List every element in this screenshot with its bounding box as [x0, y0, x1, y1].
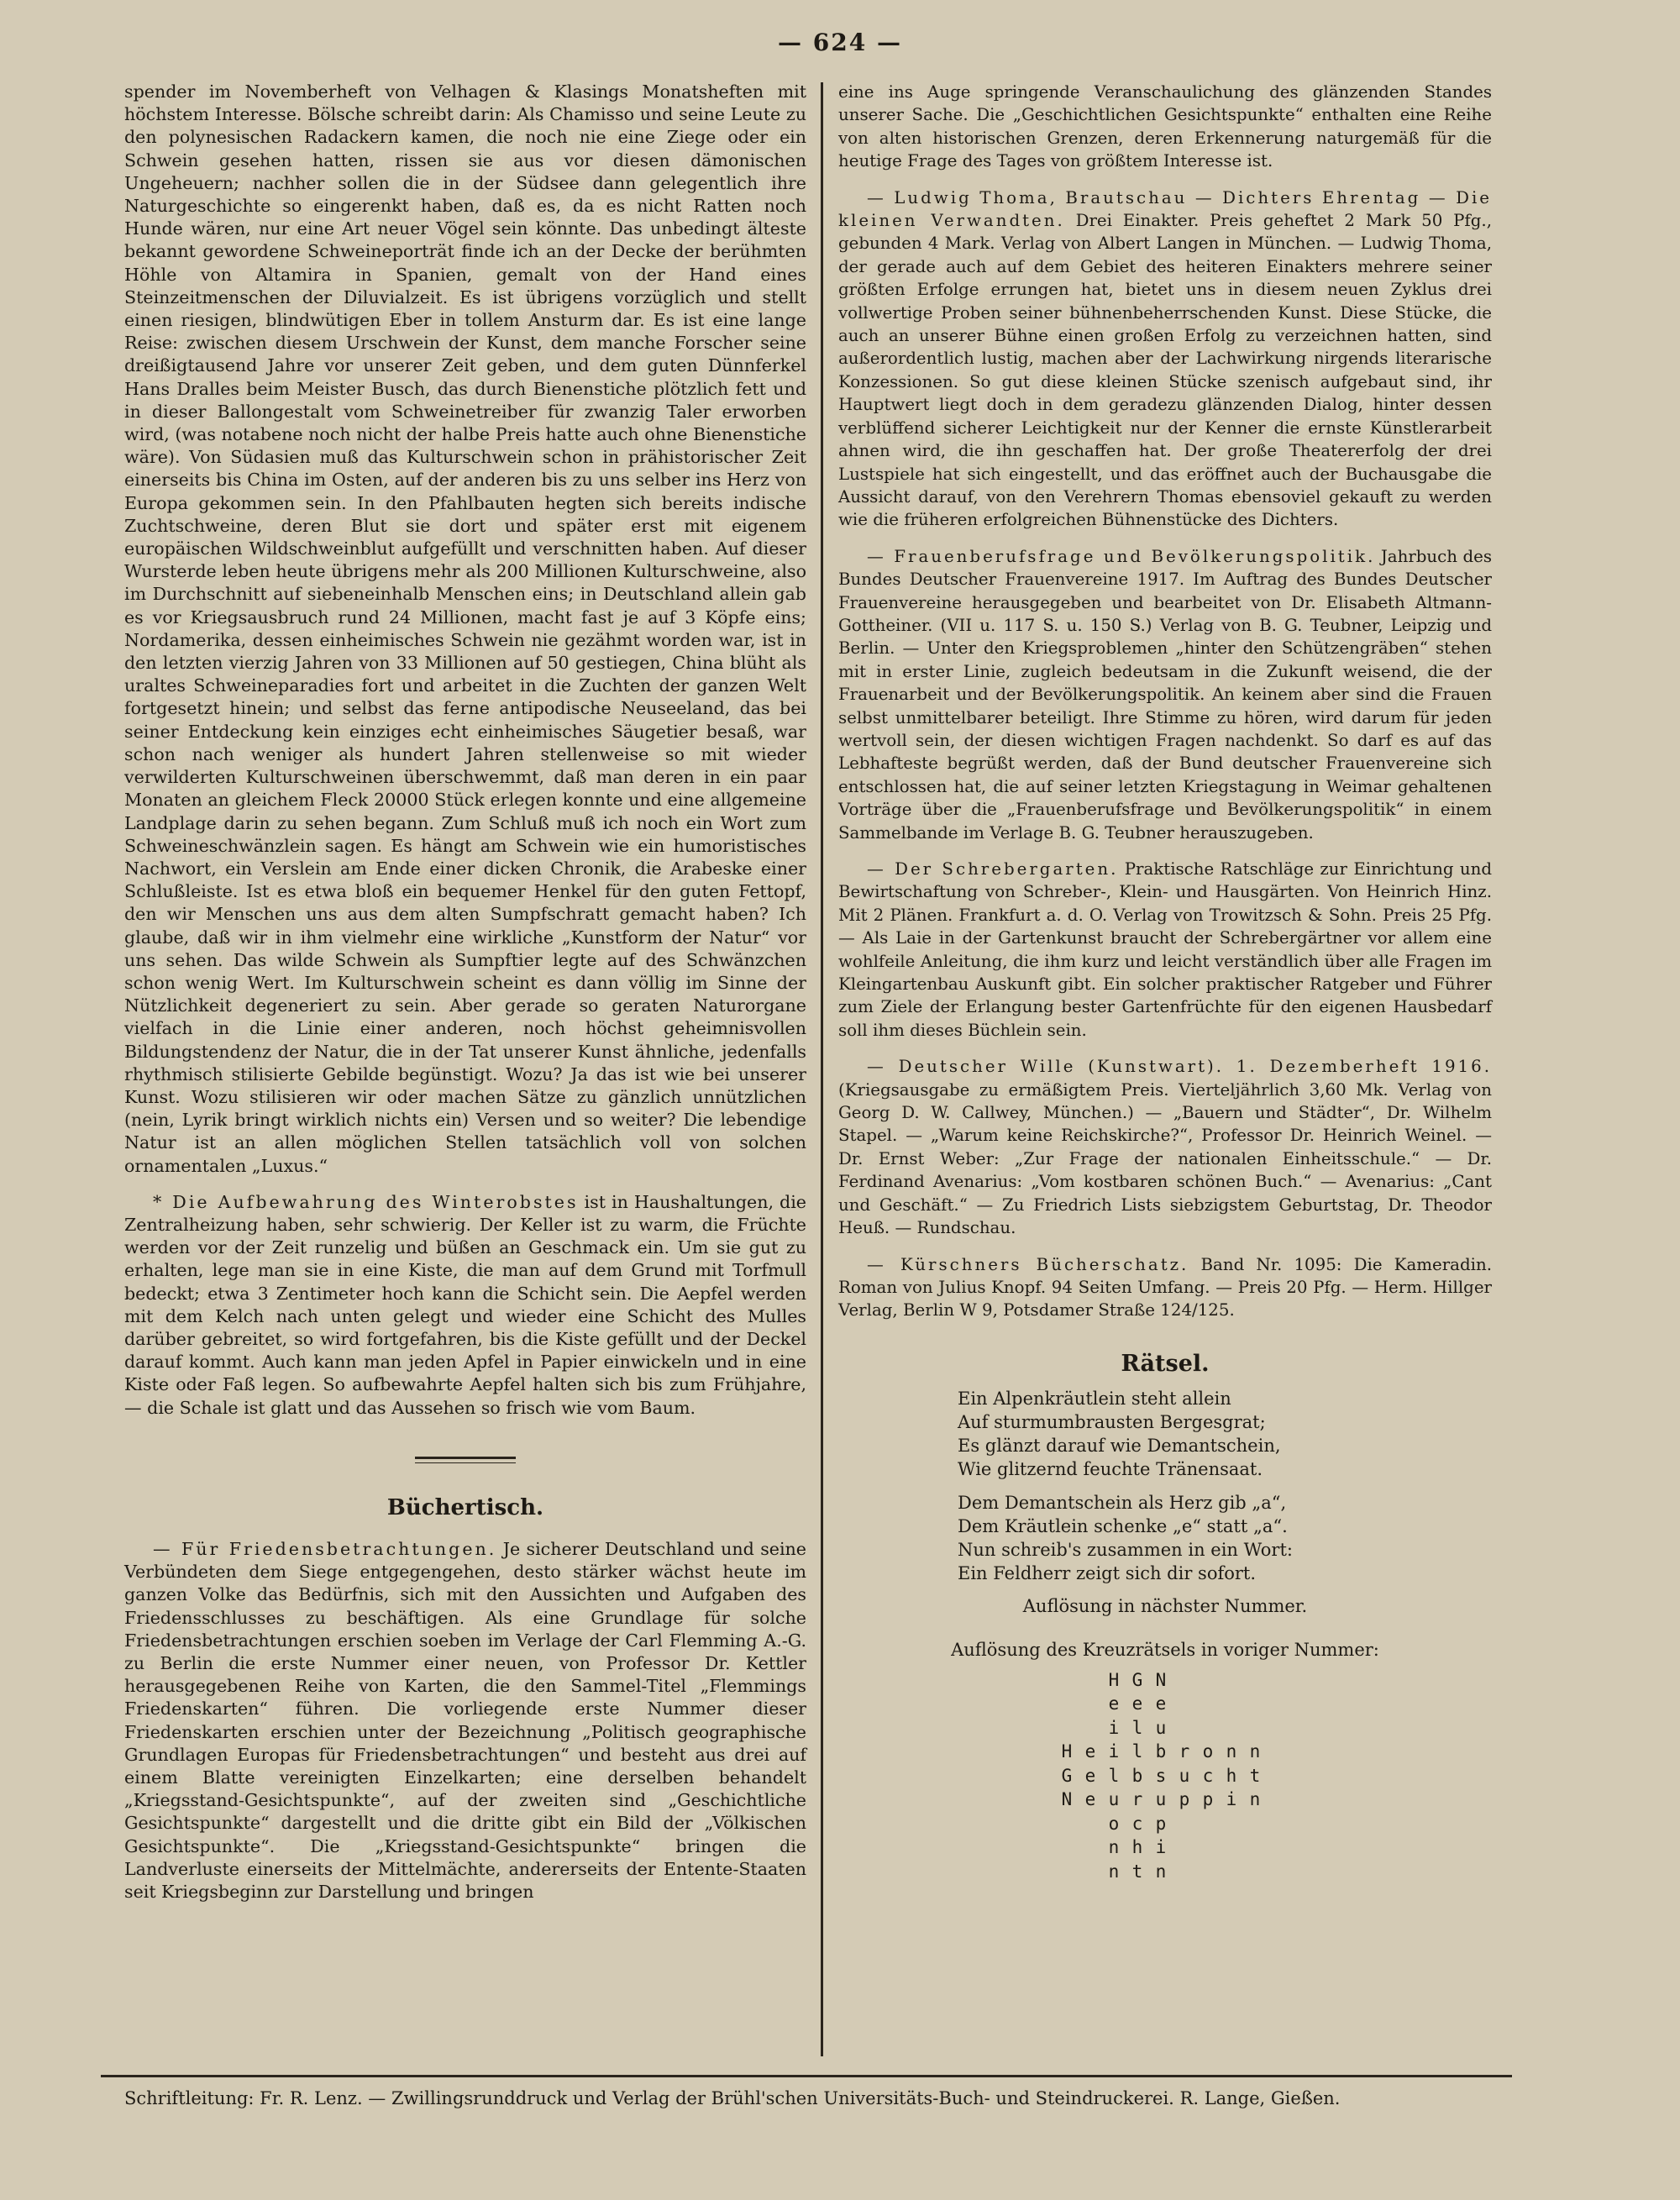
- crossword-solution-heading: Auflösung des Kreuzrätsels in voriger Nummer:: [951, 1639, 1379, 1660]
- column-divider: [821, 82, 823, 2056]
- verse-line: Es glänzt darauf wie Demantschein,: [958, 1436, 1281, 1457]
- review-friedensbetrachtungen: [124, 1538, 806, 1903]
- crossword-cell: H: [1061, 1741, 1073, 1762]
- crossword-cell: l: [1131, 1741, 1143, 1762]
- crossword-row: [1055, 1788, 1492, 1812]
- crossword-cell: n: [1108, 1837, 1120, 1858]
- crossword-cell: N: [1061, 1789, 1073, 1810]
- crossword-cell: [1079, 1812, 1102, 1836]
- puzzle-solution-note: Auflösung in nächster Nummer.: [1022, 1596, 1308, 1617]
- crossword-row: [1055, 1835, 1492, 1860]
- review-frauenberufsfrage-body: Jahrbuch des Bundes Deutscher Frauenvereine 1917. Im Auftrag des Bundes Deutscher Frauenvereine herausgegeben und bearbeitet von Dr. Elisabeth Altmann-Gottheiner. (VII u. 117 S. u. 150 S.) Verlag von B. G. Teubner, Leipzig und Berlin. — Unter den Kriegsproblemen „hinter den Schützengräben“ stehen mit in erster Linie, zugleich bedeutsam in die Zukunft weisend, die der Frauenarbeit und der Bevölkerungspolitik. An keinem aber sind die Frauen selbst unmittelbarer beteiligt. Ihre Stimme zu hören, wird darum für jeden wertvoll sein, der diesen wichtigen Fragen nachdenkt. So darf es auf das Lebhafteste begrüßt werden, daß der Bund deutscher Frauenvereine sich entschlossen hat, die auf seiner letzten Kriegstagung in Weimar gehaltenen Vorträge über die „Frauenberufsfrage und Bevölkerungspolitik“ in einem Sammelbande im Verlage B. G. Teubner herauszugeben.: [838, 546, 1492, 843]
- crossword-cell: n: [1249, 1789, 1261, 1810]
- article-pig-continuation: spender im Novemberheft von Velhagen & Klasings Monatsheften mit höchstem Interesse. Bölsche schreibt darin: Als Chamisso und seine Leute zu den polynesischen Radackern kamen, die noch nie eine Ziege oder ein Schwein gesehen hatten, rissen sie aus vor diesen dämonischen Ungeheuern; nachher sollen die in der Südsee dann gelegentlich ihre Naturgeschichte so eingerenkt haben, daß es, da es nicht Ratten noch Hunde wären, nur eine Art neuer Vögel sein könnte. Das unbedingt älteste bekannt gewordene Schweineporträt finde ich an der Decke der berühmten Höhle von Altamira in Spanien, gemalt von der Hand eines Steinzeitmenschen der Diluvialzeit. Es ist übrigens vorzüglich und stellt einen riesigen, blindwütigen Eber in tollem Ansturm dar. Es ist eine lange Reise: zwischen diesem Urschwein der Kunst, dem manche Forscher seine dreißigtausend Jahre vor unserer Zeit geben, und dem guten Dünnferkel Hans Dralles beim Meister Busch, das durch Bienenstiche plötzlich fett und in dieser Ballongestalt vom Schweinetreiber für zwanzig Taler erworben wird, (was notabene noch nicht der halbe Preis hatte auch ohne Bienenstiche wäre). Von Südasien muß das Kulturschwein schon in prähistorischer Zeit einerseits bis China im Osten, auf der anderen bis zu uns selber ins Herz von Europa gekommen sein. In den Pfahlbauten hegten sich bereits indische Zuchtschweine, deren Blut sie dort und später erst mit eigenem europäischen Wildschweinblut aufgefüllt und verschnitten haben. Auf dieser Wursterde leben heute übrigens mehr als 200 Millionen Kulturschweine, also im Durchschnitt auf siebeneinhalb Menschen eins; in Deutschland allein gab es vor Kriegsausbruch rund 24 Millionen, macht fast je auf 3 Köpfe eins; Nordamerika, dessen einheimisches Schwein nie gezähmt worden war, ist in den letzten vierzig Jahren von 33 Millionen auf 50 gestiegen, China blüht als uraltes Schweineparadies fort und arbeitet in die Zuchten der ganzen Welt fortgesetzt hinein; und selbst das ferne antipodische Neuseeland, das bei seiner Entdeckung kein einziges echt einheimisches Säugetier besaß, war schon nach weniger als hundert Jahren stellenweise so mit wieder verwilderten Kulturschweinen überschwemmt, daß man deren in ein paar Monaten an gleichem Fleck 20000 Stück erlegen konnte und eine allgemeine Landplage darin zu sehen begann. Zum Schluß muß ich noch ein Wort zum Schweineschwänzlein sagen. Es hängt am Schwein wie ein humoristisches Nachwort, ein Verslein am Ende einer dicken Chronik, die Arabeske einer Schlußleiste. Ist es etwa bloß ein bequemer Henkel für den guten Fettopf, den wir Menschen uns aus dem alten Sumpfschratt gemacht haben? Ich glaube, daß wir in ihm vielmehr eine wirkliche „Kunstform der Natur“ vor uns sehen. Das wilde Schwein als Sumpftier legte auf des Schwänzchen schon wenig Wert. Im Kulturschwein scheint es dann völlig im Sinne der Nützlichkeit degeneriert zu sein. Aber gerade so geraten Naturorgane vielfach in die Linie einer anderen, noch höchst geheimnisvollen Bildungstendenz der Natur, die in der Tat unserer Kunst ähnliche, jedenfalls rhythmisch stilisierte Gebilde begünstigt. Wozu? Ja das ist wie bei unserer Kunst. Wozu stilisieren wir oder machen Sätze zu gänzlich unnützlichen (nein, Lyrik bringt wirklich nichts ein) Versen und so weiter? Die lebendige Natur ist an allen möglichen Stellen tatsächlich voll von solchen ornamentalen „Luxus.“: [124, 81, 806, 1176]
- crossword-cell: [1079, 1692, 1102, 1716]
- crossword-cell: h: [1131, 1837, 1143, 1858]
- review-kuerschners-lead: — Kürschners Bücherschatz.: [867, 1254, 1189, 1274]
- crossword-cell: s: [1155, 1765, 1167, 1786]
- section-separator: [415, 1457, 516, 1463]
- crossword-cell: e: [1108, 1693, 1120, 1714]
- article-winter-fruit-body: ist in Haushaltungen, die Zentralheizung haben, sehr schwierig. Der Keller ist zu warm, die Früchte werden vor der Zeit runzelig und büßen an Geschmack ein. Um sie gut zu erhalten, lege man sie in eine Kiste, die man auf dem Grund mit Torfmull bedeckt; etwa 3 Zentimeter hoch kann die Schicht sein. Die Aepfel werden mit dem Kelch nach unten gelegt und wieder eine Schicht des Mulles darüber gebreitet, so wird fortgefahren, bis die Kiste gefüllt und der Deckel darauf kommt. Auch kann man jeden Apfel in Papier einwickeln und in eine Kiste oder Faß legen. So aufbewahrte Aepfel halten sich bis zum Frühjahre, — die Schale ist glatt und das Aussehen so frisch wie vom Baum.: [124, 1191, 806, 1418]
- crossword-cell: t: [1249, 1765, 1261, 1786]
- right-column: [838, 81, 1492, 1883]
- puzzle-verse: [958, 1387, 1492, 1585]
- crossword-cell: r: [1131, 1789, 1143, 1810]
- verse-line: Ein Feldherr zeigt sich dir sofort.: [958, 1563, 1257, 1584]
- imprint-footer: Schriftleitung: Fr. R. Lenz. — Zwillingsrunddruck und Verlag der Brühl'schen Universitäts-Buch- und Steindruckerei. R. Lange, Gießen.: [124, 2088, 1341, 2108]
- page-number: — 624 —: [778, 29, 902, 56]
- review-schrebergarten: [838, 858, 1492, 1042]
- crossword-cell: u: [1155, 1789, 1167, 1810]
- puzzle-title: Rätsel.: [1121, 1350, 1210, 1377]
- crossword-cell: e: [1131, 1693, 1143, 1714]
- article-winter-fruit-lead: * Die Aufbewahrung des Winterobstes: [153, 1191, 579, 1212]
- crossword-cell: n: [1249, 1741, 1261, 1762]
- review-deutscher-wille-body: (Kriegsausgabe zu ermäßigtem Preis. Vierteljährlich 3,60 Mk. Verlag von Georg D. W. Callwey, München.) — „Bauern und Städter“, Dr. Wilhelm Stapel. — „Warum keine Reichskirche?“, Professor Dr. Heinrich Weinel. — Dr. Ernst Weber: „Zur Frage der nationalen Einheitsschule.“ — Dr. Ferdinand Avenarius: „Vom kostbaren schönen Buch.“ — Avenarius: „Cant und Geschäft.“ — Zu Friedrich Lists siebzigstem Geburtstag, Dr. Theodor Heuß. — Rundschau.: [838, 1079, 1492, 1238]
- crossword-cell: e: [1084, 1765, 1096, 1786]
- review-schrebergarten-body: Praktische Ratschläge zur Einrichtung und Bewirtschaftung von Schreber-, Klein- und Hausgärten. Von Heinrich Hinz. Mit 2 Plänen. Frankfurt a. d. O. Verlag von Trowitzsch & Sohn. Preis 25 Pfg. — Als Laie in der Gartenkunst braucht der Schrebergärtner vor allem eine wohlfeile Anleitung, die ihm kurz und leicht verständlich über alle Fragen im Kleingartenbau Auskunft gibt. Ein solcher praktischer Ratgeber und Führer zum Ziele der Erlangung bester Gartenfrüchte für den eigenen Hausbedarf soll ihm dieses Büchlein sein.: [838, 859, 1492, 1040]
- verse-line: Auf sturmumbrausten Bergesgrat;: [958, 1412, 1266, 1433]
- crossword-cell: n: [1226, 1741, 1237, 1762]
- crossword-cell: i: [1226, 1789, 1237, 1810]
- verse-line: Nun schreib's zusammen in ein Wort:: [958, 1540, 1293, 1561]
- crossword-cell: b: [1155, 1741, 1167, 1762]
- crossword-cell: l: [1108, 1765, 1120, 1786]
- puzzle-stanza-2: [958, 1491, 1492, 1585]
- crossword-solution-grid: [1055, 1668, 1492, 1884]
- footer-rule: [101, 2075, 1512, 2077]
- crossword-cell: [1055, 1835, 1079, 1860]
- crossword-row: [1055, 1764, 1492, 1788]
- crossword-cell: p: [1155, 1813, 1167, 1834]
- crossword-row: [1055, 1692, 1492, 1716]
- crossword-cell: p: [1202, 1789, 1214, 1810]
- crossword-cell: e: [1084, 1789, 1096, 1810]
- review-kuerschners-body: Band Nr. 1095: Die Kameradin. Roman von Julius Knopf. 94 Seiten Umfang. — Preis 20 Pfg. — Herm. Hillger Verlag, Berlin W 9, Potsdamer Straße 124/125.: [838, 1254, 1492, 1321]
- review-ludwig-thoma-body: Drei Einakter. Preis geheftet 2 Mark 50 Pfg., gebunden 4 Mark. Verlag von Albert Langen in München. — Ludwig Thoma, der gerade auch auf dem Gebiet des heiteren Einakters mehrere seiner größten Erfolge errungen hat, bietet uns in diesem neuen Zyklus drei vollwertige Proben seiner bühnenbeherrschenden Kunst. Diese Stücke, die auch an unserer Bühne einen großen Erfolg zu verzeichnen hatten, sind außerordentlich lustig, machen aber der Lachwirkung nirgends literarische Konzessionen. So gut diese kleinen Stücke szenisch aufgebaut sind, ihr Hauptwert liegt doch in dem geradezu glänzenden Dialog, hinter dessen verblüffend sicherer Leichtigkeit nur der Kenner die ernste Künstlerarbeit ahnen wird, die ihn geschaffen hat. Der große Theatererfolg der drei Lustspiele hat sich eingestellt, und das eröffnet auch der Buchausgabe die Aussicht darauf, von den Verehrern Thomas ebensoviel gekauft zu werden wie die früheren erfolgreichen Bühnenstücke des Dichters.: [838, 211, 1492, 530]
- crossword-cell: u: [1155, 1717, 1167, 1738]
- crossword-cell: o: [1108, 1813, 1120, 1834]
- verse-line: Dem Demantschein als Herz gib „a“,: [958, 1493, 1287, 1514]
- crossword-cell: N: [1155, 1669, 1167, 1690]
- crossword-cell: t: [1131, 1861, 1143, 1882]
- review-deutscher-wille-lead: — Deutscher Wille (Kunstwart). 1. Dezemberheft 1916.: [867, 1057, 1492, 1077]
- article-winter-fruit: [124, 1191, 806, 1420]
- crossword-cell: i: [1108, 1717, 1120, 1738]
- crossword-row: [1055, 1812, 1492, 1836]
- crossword-cell: c: [1202, 1765, 1214, 1786]
- review-friedensbetrachtungen-body: Je sicherer Deutschland und seine Verbündeten dem Siege entgegengehen, desto stärker wächst heute im ganzen Volke das Bedürfnis, sich mit den Aussichten und Aufgaben des Friedensschlusses zu beschäftigen. Als eine Grundlage für solche Friedensbetrachtungen erschien soeben im Verlage der Carl Flemming A.-G. zu Berlin die erste Nummer einer neuen, von Professor Dr. Kettler herausgegebenen Reihe von Karten, die den Sammel-Titel „Flemmings Friedenskarten“ führen. Die vorliegende erste Nummer dieser Friedenskarten erschien unter der Bezeichnung „Politisch geographische Grundlagen Europas für Friedensbetrachtungen“ und besteht aus drei auf einem Blatte vereinigten Einzelkarten; eine derselben behandelt „Kriegsstand-Gesichtspunkte“, auf der zweiten sind „Geschichtliche Gesichtspunkte“ dargestellt und die dritte gibt ein Bild der „Völkischen Gesichtspunkte“. Die „Kriegsstand-Gesichtspunkte“ bringen die Landverluste einerseits der Mittelmächte, andererseits der Entente-Staaten seit Kriegsbeginn zur Darstellung und bringen: [124, 1538, 806, 1903]
- review-friedensbetrachtungen-end: eine ins Auge springende Veranschaulichung des glänzenden Standes unserer Sache. Die „Geschichtlichen Gesichtspunkte“ enthalten eine Reihe von alten historischen Grenzen, deren Erkennerung naturgemäß für die heutige Frage des Tages von größtem Interesse ist.: [838, 82, 1492, 171]
- puzzle-stanza-1: [958, 1387, 1492, 1481]
- crossword-cell: u: [1179, 1765, 1190, 1786]
- crossword-cell: [1055, 1860, 1079, 1884]
- review-kuerschners: [838, 1253, 1492, 1322]
- review-ludwig-thoma-lead: — Ludwig Thoma, Brautschau — Dichters Ehrentag — Die kleinen Verwandten.: [838, 187, 1492, 231]
- crossword-cell: l: [1131, 1717, 1143, 1738]
- crossword-cell: o: [1202, 1741, 1214, 1762]
- review-schrebergarten-lead: — Der Schrebergarten.: [867, 859, 1119, 879]
- review-deutscher-wille: [838, 1055, 1492, 1239]
- crossword-cell: G: [1131, 1669, 1143, 1690]
- crossword-cell: [1055, 1812, 1079, 1836]
- crossword-cell: [1079, 1835, 1102, 1860]
- review-ludwig-thoma: [838, 186, 1492, 532]
- crossword-cell: u: [1108, 1789, 1120, 1810]
- crossword-cell: n: [1155, 1861, 1167, 1882]
- crossword-cell: [1079, 1668, 1102, 1693]
- left-column: [124, 81, 806, 1903]
- crossword-cell: n: [1108, 1861, 1120, 1882]
- crossword-cell: c: [1131, 1813, 1143, 1834]
- crossword-cell: [1079, 1860, 1102, 1884]
- crossword-cell: h: [1226, 1765, 1237, 1786]
- crossword-cell: p: [1179, 1789, 1190, 1810]
- verse-line: Ein Alpenkräutlein steht allein: [958, 1389, 1231, 1410]
- crossword-row: [1055, 1740, 1492, 1764]
- review-friedensbetrachtungen-lead: — Für Friedensbetrachtungen.: [153, 1538, 497, 1559]
- crossword-cell: [1055, 1692, 1079, 1716]
- crossword-cell: b: [1131, 1765, 1143, 1786]
- crossword-cell: i: [1108, 1741, 1120, 1762]
- crossword-cell: G: [1061, 1765, 1073, 1786]
- verse-line: Dem Kräutlein schenke „e“ statt „a“.: [958, 1516, 1288, 1537]
- crossword-row: [1055, 1716, 1492, 1741]
- crossword-cell: e: [1155, 1693, 1167, 1714]
- crossword-cell: [1079, 1716, 1102, 1741]
- crossword-cell: i: [1155, 1837, 1167, 1858]
- crossword-cell: H: [1108, 1669, 1120, 1690]
- crossword-cell: [1055, 1668, 1079, 1693]
- crossword-cell: r: [1179, 1741, 1190, 1762]
- crossword-cell: e: [1084, 1741, 1096, 1762]
- review-frauenberufsfrage: [838, 545, 1492, 844]
- section-heading-buechertisch: Büchertisch.: [386, 1494, 544, 1520]
- review-frauenberufsfrage-lead: — Frauenberufsfrage und Bevölkerungspolitik.: [867, 546, 1376, 566]
- crossword-row: [1055, 1860, 1492, 1884]
- crossword-row: [1055, 1668, 1492, 1693]
- crossword-cell: [1055, 1716, 1079, 1741]
- verse-line: Wie glitzernd feuchte Tränensaat.: [958, 1459, 1263, 1480]
